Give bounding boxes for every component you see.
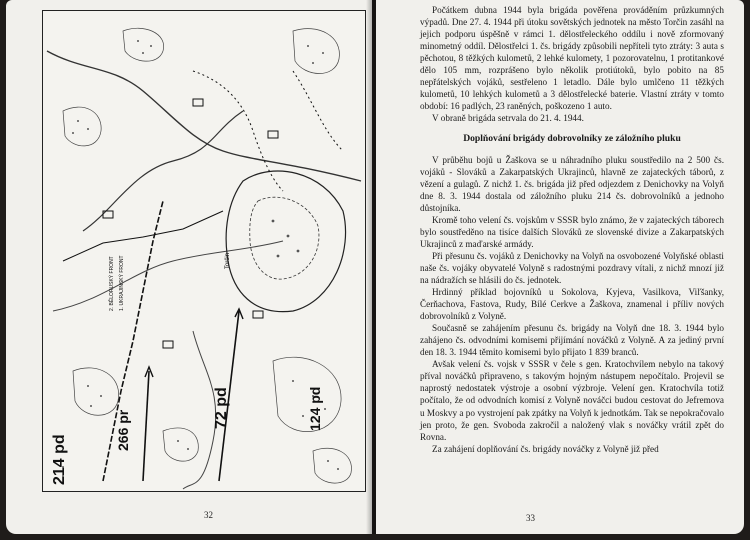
paragraph: Za zahájení doplňování čs. brigády nováčky z Volyně již před bbox=[432, 443, 659, 454]
map-label-266: 266 pr bbox=[115, 409, 131, 451]
map-label-front-1: 1. UKRAJINSKÝ FRONT bbox=[119, 255, 125, 311]
map-figure bbox=[42, 10, 366, 492]
map-label-72: 72 pd bbox=[213, 387, 230, 429]
map-label-124: 124 pd bbox=[307, 386, 323, 431]
paragraph: Avšak velení čs. vojsk v SSSR v čele s gen. Kratochvílem nebylo na takový příval nováčků připraveno, s takovým hojným nástupem nepočítalo. Projevil se naprostý nedostatek výstroje a osobní výzbroje. Velení gen. Kratochvíla totiž počítalo, že od odvodních komisí z Volyně nováčci budou cestovat do Jefremova u Moskvy a po vystrojení pak zpátky na Volyň k jednotkám. Tak se nepokračovalo jen proto, že gen. Svoboda zakročil a naložený vlak s nováčky vrátil zpět do Rovna. bbox=[420, 359, 724, 442]
map-label-front-2: 2. BĚLORUSKÝ FRONT bbox=[109, 256, 115, 311]
paragraph: V obraně brigáda setrvala do 21. 4. 1944. bbox=[432, 113, 584, 124]
right-page bbox=[376, 0, 744, 534]
paragraph: V průběhu bojů u Žaškova se u náhradního pluku soustředilo na 2 500 čs. vojáků - Slováků a Zakarpatských Ukrajinců, hlavně ze zajateckých táborů, z vězení a gulagů. Z nichž 1. čs. brigáda již před odjezdem z Denichovky na Volyň dne 8. 3. 1944 dostala od záložního pluku 214 čs. dobrovolníků a jednoho důstojníka. bbox=[420, 154, 724, 213]
paragraph: Při přesunu čs. vojáků z Denichovky na Volyň na osvobozené Volyňské oblasti naše čs. vojáky obyvatelé Volyně s radostnými pozdravy vítali, z nichž mnozí již na nádražích se hlásili do čs. jednotek. bbox=[420, 250, 724, 285]
paragraph: Současně se zahájením přesunu čs. brigády na Volyň dne 18. 3. 1944 bylo zahájeno čs. odvodními komisemi přijímání nováčků z Volyně. A za jediný první den 18. 3. 1944 těmito komisemi bylo přijato 1 839 branců. bbox=[420, 323, 724, 358]
page-number-right: 33 bbox=[526, 513, 535, 523]
left-page bbox=[6, 0, 372, 534]
paragraph: Počátkem dubna 1944 byla brigáda pověřena prováděním průzkumných výpadů. Dne 27. 4. 1944 při útoku sovětských jednotek na město Torčin zasáhl na jejich podporu úspěšně v rámci 1. dělostřeleckého oddílu i nově zformovaný minometný oddíl. Dělostřelci 1. čs. brigády způsobili nepříteli tyto ztráty: 3 auta s pěchotou, 8 těžkých kulometů, 2 lehké kulomety, 1 pozorovatelnu, 1 protitankové dělo 105 mm, rozprášeno bylo několik protiútoků, bylo pobito na 85 nepřátelských vojáků, sestřeleno 1 letadlo. Dále bylo umlčeno 11 těžkých kulometů, 10 lehkých kulometů a 3 dělostřelecké baterie. Vlastní ztráty v tomto období: 16 padlých, 23 raněných, poškozeno 1 auto. bbox=[420, 5, 724, 112]
map-label-town: Torčin bbox=[225, 252, 231, 269]
page-number-left: 32 bbox=[204, 510, 213, 520]
map-label-214: 214 pd bbox=[51, 434, 68, 485]
body-text bbox=[420, 4, 724, 455]
paragraph: Kromě toho velení čs. vojskům v SSSR bylo známo, že v zajateckých táborech bylo soustředěno na tisíce dalších Slováků ze slovenské divize a Zakarpatských Ukrajinců z maďarské armády. bbox=[420, 214, 724, 249]
paragraph: Hrdinný příklad bojovníků u Sokolova, Kyjeva, Vasilkova, Viľšanky, Čerňachova, Fastova, Rudy, Bílé Cerkve a Žaškova, znamenal i příliv nových dobrovolníků z Volyně. bbox=[420, 287, 724, 322]
section-heading: Doplňování brigády dobrovolníky ze záložního pluku bbox=[463, 133, 681, 145]
